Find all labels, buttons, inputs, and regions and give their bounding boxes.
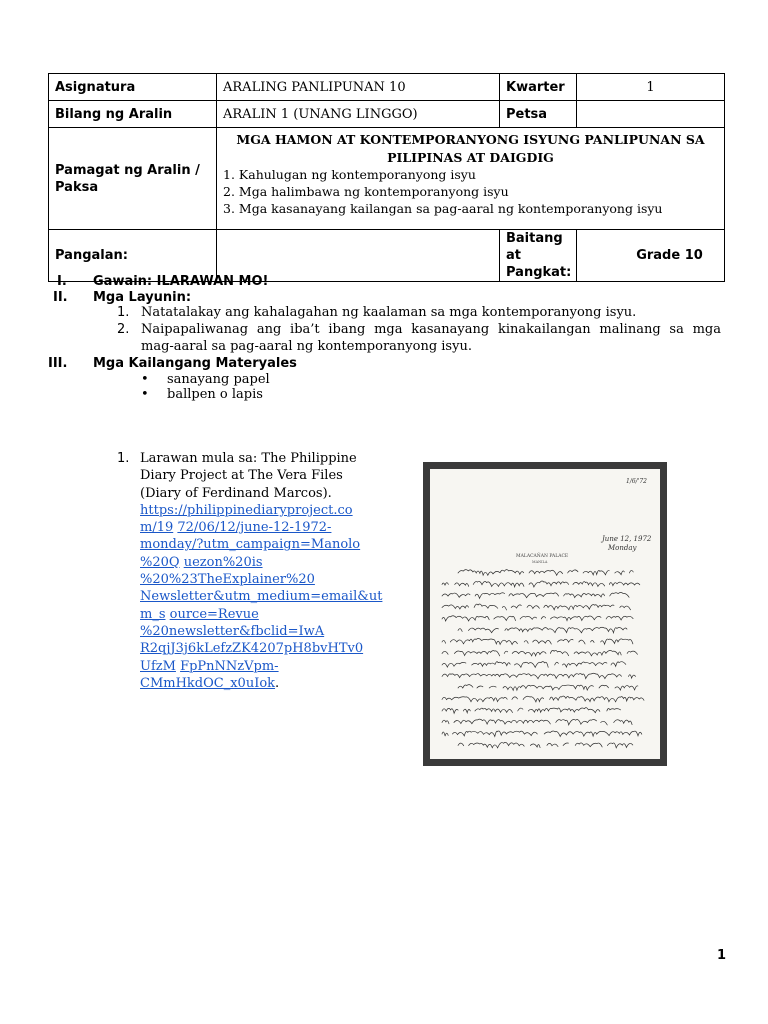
diary-date: June 12, 1972 [602, 535, 652, 543]
lesson-title-line2: PILIPINAS AT DAIGDIG [387, 150, 554, 165]
handwriting-line [442, 731, 642, 737]
handwriting-line [442, 662, 631, 668]
source-link[interactable]: Newsletter&utm_medium=email&ut [140, 589, 383, 605]
diary-letterhead-sub: MANILA [532, 560, 548, 564]
source-trailing: . [275, 675, 280, 691]
source-link[interactable]: m/19 [140, 520, 174, 536]
bullet-icon: • [141, 372, 149, 387]
asignatura-label: Asignatura [49, 74, 217, 101]
handwriting-line [442, 696, 644, 702]
section-iii-title: Mga Kailangang Materyales [93, 356, 297, 371]
diary-photo [423, 462, 667, 766]
handwriting-line [442, 708, 626, 714]
source-link[interactable]: %20Q [140, 554, 180, 570]
objective-text: Naipapaliwanag ang iba’t ibang mga kasanayang kinakailangan malinang sa mga [141, 322, 721, 337]
handwriting-line [458, 685, 638, 691]
diary-day: Monday [608, 544, 637, 552]
handwriting-line [442, 719, 632, 725]
kwarter-label: Kwarter [500, 74, 577, 101]
petsa-label: Petsa [500, 101, 577, 128]
section-ii-number: II. [53, 290, 68, 305]
objective-text: Natatalakay ang kahalagahan ng kaalaman sa mga kontemporanyong isyu. [141, 305, 637, 320]
handwriting-line [458, 742, 633, 748]
source-link[interactable]: m_s [140, 606, 166, 622]
source-citation [140, 450, 385, 692]
handwriting-line [442, 604, 631, 610]
kwarter-value: 1 [577, 74, 725, 101]
baitang-label-line2: Pangkat: [506, 265, 572, 280]
source-link[interactable]: UfzM [140, 658, 176, 674]
topic-list [223, 166, 718, 217]
diary-corner-note: 1/6/'72 [626, 478, 647, 485]
bilang-value: ARALIN 1 (UNANG LINGGO) [217, 101, 500, 128]
handwriting-line [442, 650, 638, 656]
source-link[interactable]: FpPnNNzVpm- [180, 658, 279, 674]
source-link[interactable]: ource=Revue [169, 606, 259, 622]
lesson-info-table [48, 73, 725, 282]
material-item: sanayang papel [167, 372, 270, 387]
handwriting-line [458, 570, 633, 576]
handwriting-line [442, 638, 633, 644]
objective-number: 1. [117, 305, 130, 320]
pamagat-content [217, 128, 725, 230]
topic-item: 3. Mga kasanayang kailangan sa pag-aaral ng kontemporanyong isyu [223, 201, 663, 216]
source-link[interactable]: CMmHkdOC_x0uIok [140, 675, 276, 691]
section-ii-title: Mga Layunin: [93, 290, 192, 305]
diary-letterhead: MALACAÑAN PALACE [516, 554, 569, 559]
source-link[interactable]: monday/?utm_campaign=Manolo [140, 537, 361, 553]
handwritten-diary-image [430, 469, 660, 759]
pamagat-label-line2: Paksa [55, 179, 99, 195]
topic-item: 2. Mga halimbawa ng kontemporanyong isyu [223, 184, 509, 199]
bilang-label: Bilang ng Aralin [49, 101, 217, 128]
source-line: Larawan mula sa: The Philippine [140, 451, 357, 466]
handwriting-line [442, 673, 636, 678]
baitang-label [500, 230, 577, 282]
page-number: 1 [716, 948, 726, 963]
objective-text-cont: mag-aaral sa pag-aaral ng kontemporanyong isyu. [141, 339, 472, 354]
source-link[interactable]: https://philippinediaryproject.co [140, 502, 353, 518]
objective-number: 2. [117, 322, 130, 337]
handwriting-lines [442, 570, 644, 748]
handwriting-line [458, 627, 627, 633]
baitang-label-line1: Baitang at [506, 231, 563, 263]
source-link[interactable]: uezon%20is [183, 554, 263, 570]
source-line: (Diary of Ferdinand Marcos). [140, 485, 332, 501]
section-i-number: I. [57, 274, 67, 289]
source-link[interactable]: 72/06/12/june-12-1972- [177, 520, 332, 536]
section-i-title: Gawain: ILARAWAN MO! [93, 274, 269, 289]
bullet-icon: • [141, 387, 149, 402]
material-item: ballpen o lapis [167, 387, 263, 402]
source-number: 1. [117, 451, 130, 466]
source-link[interactable]: %20newsletter&fbclid=IwA [140, 623, 325, 639]
baitang-value: Grade 10 [577, 230, 725, 282]
petsa-value [577, 101, 725, 128]
source-line: Diary Project at The Vera Files [140, 468, 343, 484]
pamagat-label-line1: Pamagat ng Aralin / [55, 162, 200, 178]
section-iii-number: III. [48, 356, 68, 371]
pangalan-label: Pangalan: [49, 230, 217, 282]
handwriting-line [442, 581, 640, 587]
topic-item: 1. Kahulugan ng kontemporanyong isyu [223, 167, 476, 182]
source-link[interactable]: %20%23TheExplainer%20 [140, 572, 315, 588]
diary-page [430, 469, 660, 759]
pamagat-label [49, 128, 217, 230]
handwriting-line [442, 616, 633, 621]
asignatura-value: ARALING PANLIPUNAN 10 [217, 74, 500, 101]
handwriting-line [442, 593, 629, 599]
lesson-title-line1: MGA HAMON AT KONTEMPORANYONG ISYUNG PANLIPUNAN SA [236, 132, 705, 147]
source-link[interactable]: R2qjJ3j6kLefzZK4207pH8bvHTv0 [140, 641, 364, 657]
